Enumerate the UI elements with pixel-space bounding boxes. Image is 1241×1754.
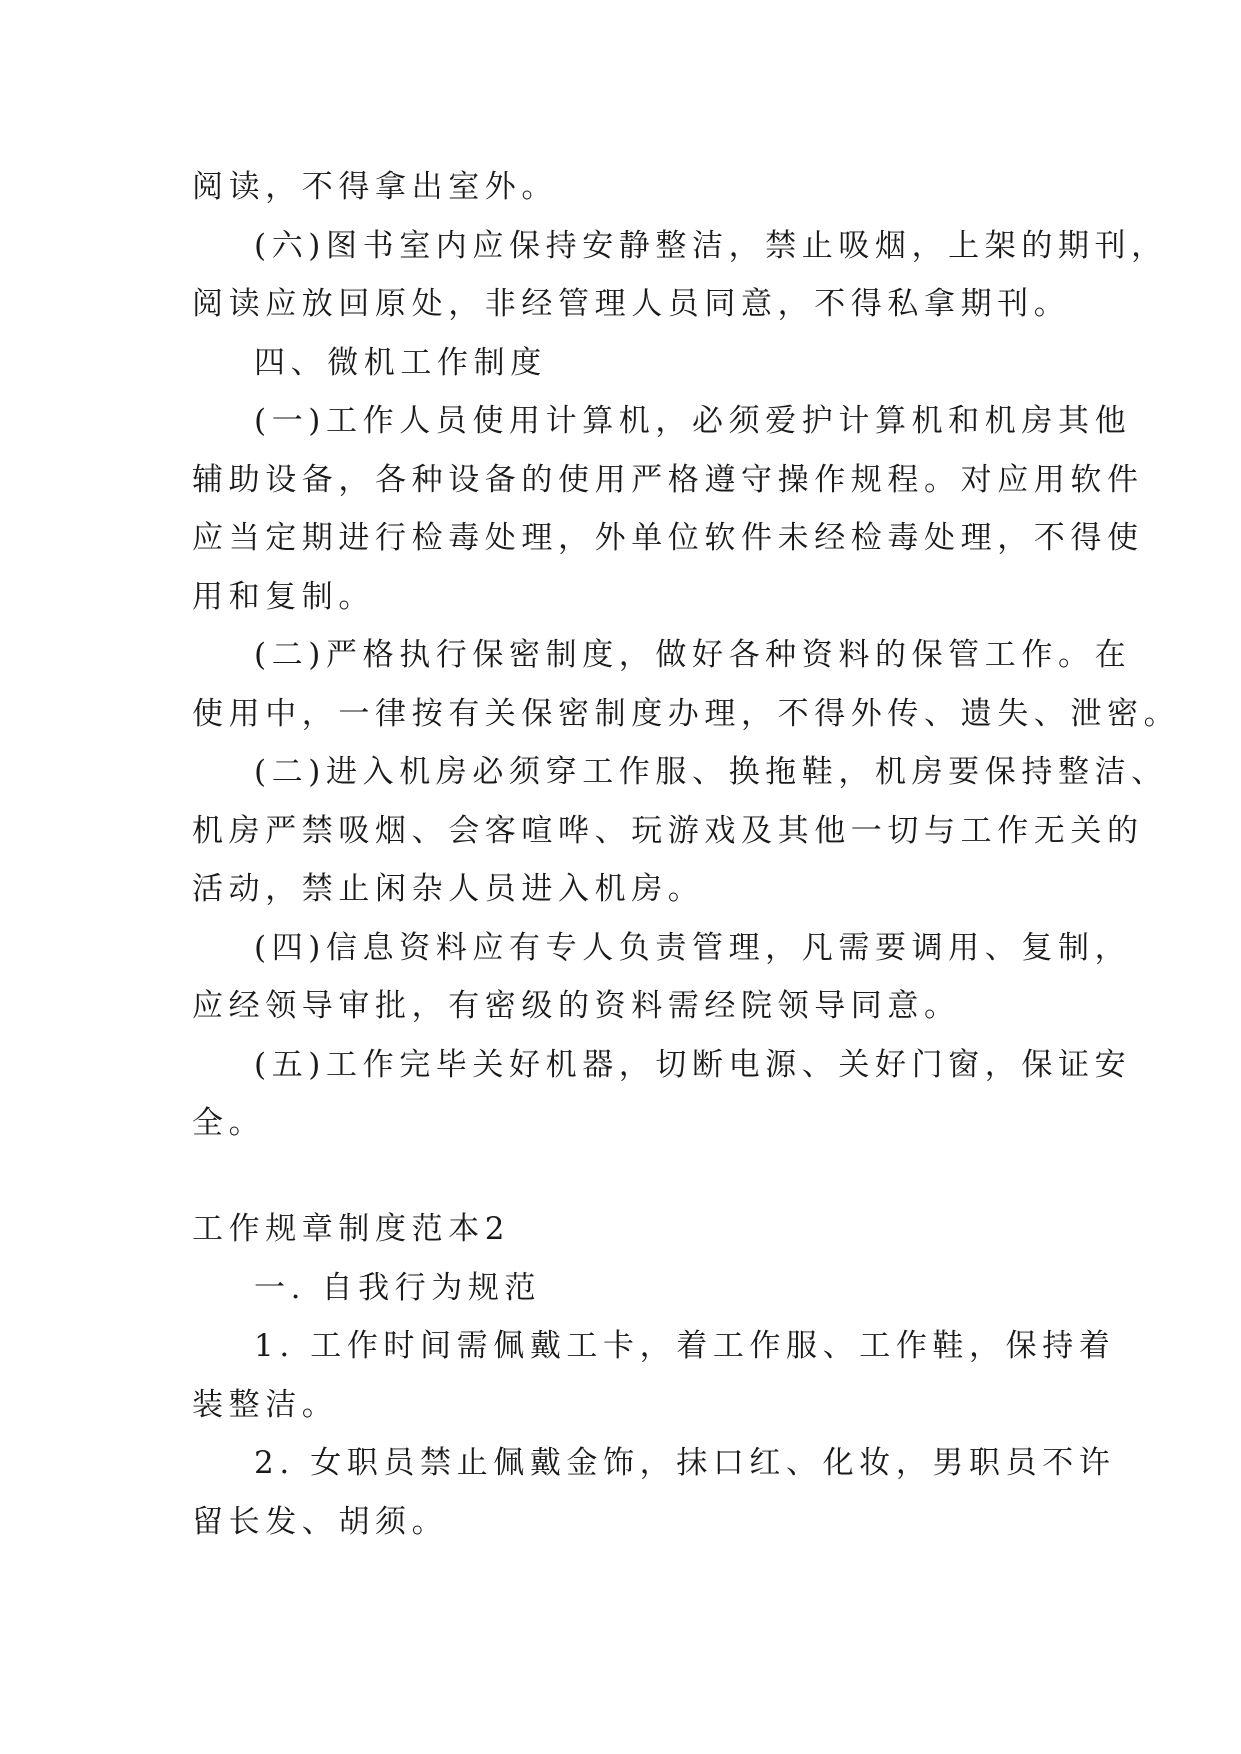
text-line: 用和复制。: [192, 579, 375, 615]
section-heading: 一. 自我行为规范: [254, 1270, 542, 1306]
text-line: 机房严禁吸烟、会客喧哗、玩游戏及其他一切与工作无关的: [192, 813, 1144, 849]
text-line: 活动，禁止闲杂人员进入机房。: [192, 871, 705, 907]
text-line: (一)工作人员使用计算机，必须爱护计算机和机房其他: [254, 403, 1132, 439]
text-line: (四)信息资料应有专人负责管理，凡需要调用、复制，: [254, 930, 1132, 966]
text-line: (六)图书室内应保持安静整洁，禁止吸烟，上架的期刊，: [254, 228, 1168, 264]
text-line: (五)工作完毕关好机器，切断电源、关好门窗，保证安: [254, 1047, 1132, 1083]
text-line: 装整洁。: [192, 1387, 339, 1423]
text-line: (二)进入机房必须穿工作服、换拖鞋，机房要保持整洁、: [254, 754, 1168, 790]
text-line: 阅读应放回原处，非经管理人员同意，不得私拿期刊。: [192, 286, 1071, 322]
section-heading: 四、微机工作制度: [254, 345, 547, 381]
text-line: 2. 女职员禁止佩戴金饰，抹口红、化妆，男职员不许: [254, 1445, 1116, 1481]
text-line: 应经领导审批，有密级的资料需经院领导同意。: [192, 988, 961, 1024]
text-line: 阅读，不得拿出室外。: [192, 169, 558, 205]
text-line: 应当定期进行检毒处理，外单位软件未经检毒处理，不得使: [192, 520, 1144, 556]
text-line: 辅助设备，各种设备的使用严格遵守操作规程。对应用软件: [192, 462, 1144, 498]
text-line: (二)严格执行保密制度，做好各种资料的保管工作。在: [254, 637, 1132, 673]
text-line: 全。: [192, 1105, 266, 1141]
text-line: 使用中，一律按有关保密制度办理，不得外传、遗失、泄密。: [192, 696, 1181, 732]
text-line: 留长发、胡须。: [192, 1504, 449, 1540]
document-title: 工作规章制度范本2: [192, 1211, 511, 1247]
text-line: 1. 工作时间需佩戴工卡，着工作服、工作鞋，保持着: [254, 1328, 1116, 1364]
